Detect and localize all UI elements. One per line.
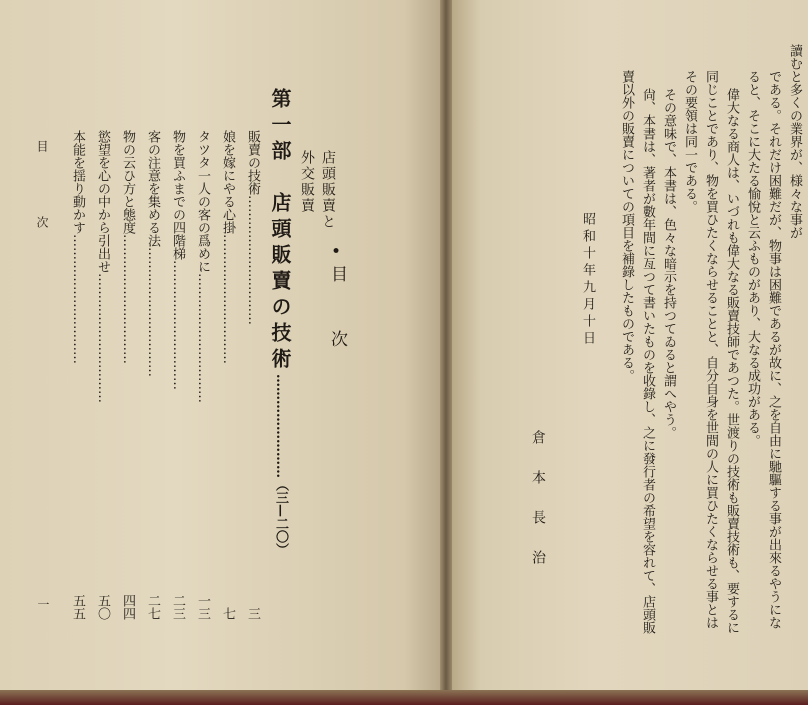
preface-line: その要領は同一である。 (682, 70, 697, 213)
toc-entry[interactable] (243, 130, 261, 620)
toc-entry-page: 一三 (195, 594, 210, 620)
toc-entry-page: 二三 (170, 594, 185, 620)
toc-entry[interactable] (218, 130, 236, 620)
toc-entry-dots: ………………………… (95, 273, 110, 403)
toc-entry-title: 娘を嫁にやる心掛 (220, 130, 235, 234)
preface-page (452, 0, 808, 705)
toc-entry-title: タツタ一人の客の爲めに (195, 130, 210, 273)
preface-line: 同じことであり、物を買ひたくならせることと、自分自身を世間の人に買ひたくならせる事とは (703, 70, 718, 629)
toc-entry[interactable] (168, 130, 186, 620)
preface-author: 倉本長治 (530, 430, 546, 590)
preface-line: その意味で、本書は、色々な暗示を持つてゐると謂へやう。 (661, 88, 676, 439)
part-heading (268, 88, 292, 588)
toc-entry[interactable] (93, 130, 111, 620)
preface-line: である。それだけ困難だが、物事は困難であるが故に、之を自由に馳驅する事が出來るやうにな (766, 70, 781, 629)
book-gutter (440, 0, 452, 705)
toc-entry-dots: ………………………… (195, 273, 210, 403)
running-header: 目 次 (35, 140, 49, 254)
preface-line: 尙、本書は、著者が數年間に亙つて書いたものを收錄し、之に發行者の希望を容れて、店頭販 (640, 88, 655, 634)
toc-entry-dots: ………………………… (145, 247, 160, 377)
toc-entry-page: 七 (220, 607, 235, 620)
preface-line: 偉大なる商人は、いづれも偉大なる販賣技師であつた。世渡りの技術も販賣技術も、要するに (724, 88, 739, 634)
toc-entry-title: 客の注意を集める法 (145, 130, 160, 247)
toc-entry[interactable] (68, 130, 86, 620)
part-dots: …………………… (273, 374, 288, 478)
toc-entry-dots: ………………………… (245, 195, 260, 325)
toc-entry-page: 五五 (70, 594, 85, 620)
preface-date: 昭和十年九月十日 (580, 212, 595, 348)
toc-entry[interactable] (193, 130, 211, 620)
toc-entry-title: 物を買ふまでの四階梯 (170, 130, 185, 260)
toc-entry-title: 本能を揺り動かす (70, 130, 85, 234)
toc-entry-page: 二七 (145, 594, 160, 620)
preface-line: 讀むと多くの業界が、様々な事が (787, 44, 802, 239)
title-bullet: • (327, 246, 343, 261)
toc-entry-page: 五〇 (95, 594, 110, 620)
book-title-line1: 店頭販賣と (320, 150, 336, 230)
toc-header-prefix: 目 (327, 265, 347, 282)
page-number: 一 (36, 598, 50, 610)
toc-entry-title: 販賣の技術 (245, 130, 260, 195)
toc-entry-title: 慾望を心の中から引出せ (95, 130, 110, 273)
toc-entry[interactable] (143, 130, 161, 620)
toc-entry-dots: ………………………… (70, 234, 85, 364)
book-bottom-edge (0, 690, 808, 705)
toc-header-suffix: 次 (327, 330, 347, 347)
part-label: 第一部 店頭販賣の技術 (268, 88, 292, 374)
toc-entry-dots: ………………………… (220, 234, 235, 364)
toc-entry-title: 物の云ひ方と態度 (120, 130, 135, 234)
preface-line: ると、そこに大たる愉悅と云ふものがあり、大なる成功がある。 (745, 70, 760, 447)
toc-entry-dots: ………………………… (170, 260, 185, 390)
preface-line: 賣以外の販賣についての項目を補錄したものである。 (619, 70, 634, 382)
toc-entry[interactable] (118, 130, 136, 620)
toc-entry-dots: ………………………… (120, 234, 135, 364)
toc-entry-page: 三 (245, 607, 260, 620)
part-pages: （三—二〇） (273, 478, 288, 556)
book-title-line2: 外交販賣 (299, 150, 315, 214)
toc-entry-page: 四四 (120, 594, 135, 620)
